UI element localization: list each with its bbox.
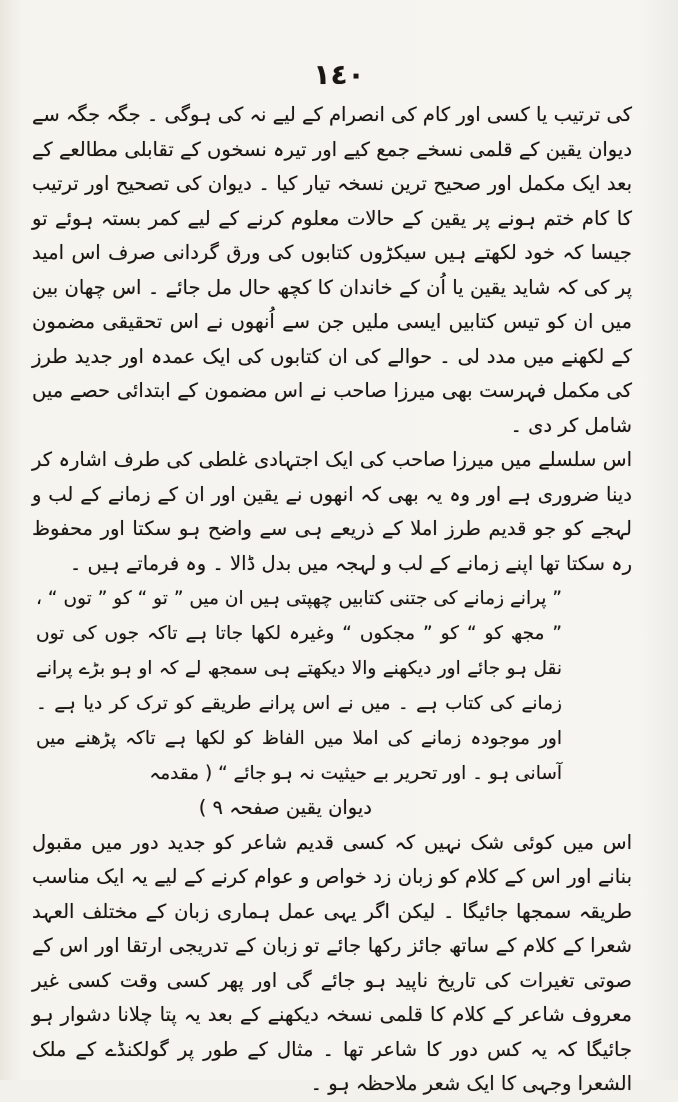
page-body: [32, 98, 632, 1102]
paragraph-3: اس میں کوئی شک نہیں کہ کسی قدیم شاعر کو جدید دور میں مقبول بنانے اور اس کے کلام کو زبان زد خواص و عوام کرنے کے لیے یہ ایک مناسب طریقہ سمجھا جائیگا ۔ لیکن اگر یہی عمل ہماری زبان کے مختلف العہد شعرا کے کلام کے ساتھ جائز رکھا جائے تو زبان کے تدریجی ارتقا اور اس کے صوتی تغیرات کی تاریخ ناپید ہو جائے گی اور پھر کسی وقت کسی غیر معروف شاعر کے کلام کا قلمی نسخہ دیکھنے کے بعد یہ پتا چلانا دشوار ہو جائیگا کہ یہ کس دور کا شاعر تھا ۔ مثال کے طور پر گولکنڈے کے ملک الشعرا وجہی کا ایک شعر ملاحظہ ہو ۔: [32, 830, 632, 1095]
paragraph-1: کی ترتیب یا کسی اور کام کی انصرام کے لیے نہ کی ہوگی ۔ جگہ جگہ سے دیوان یقین کے قلمی نسخے جمع کیے اور تیرہ نسخوں کے تقابلی مطالعے کے بعد ایک مکمل اور صحیح ترین نسخہ تیار کیا ۔ دیوان کی تصحیح اور ترتیب کا کام ختم ہونے پر یقین کے حالات معلوم کرنے کے لیے کمر بستہ ہوئے تو جیسا کہ خود لکھتے ہیں سیکڑوں کتابوں کی ورق گردانی صرف اس امید پر کی کہ شاید یقین یا اُن کے خاندان کا کچھ حال مل جائے ۔ اس چھان بین میں ان کو تیس کتابیں ایسی ملیں جن سے اُنھوں نے اس تحقیقی مضمون کے لکھنے میں مدد لی ۔ حوالے کی ان کتابوں کی ایک عمدہ اور جدید طرز کی مکمل فہرست بھی میرزا صاحب نے اس مضمون کے ابتدائی حصے میں شامل کر دی ۔: [32, 103, 632, 437]
page-number: ١٤٠: [313, 58, 365, 91]
quote-source: دیوان یقین صفحہ ۹ ): [198, 796, 372, 819]
paragraph-2: اس سلسلے میں میرزا صاحب کی ایک اجتہادی غلطی کی طرف اشارہ کر دینا ضروری ہے اور وہ یہ بھی کہ انھوں نے یقین اور ان کے زمانے کے لب و لہجے کو جو قدیم طرز املا کے ذریعے ہی سے واضح ہو سکتا اور محفوظ رہ سکتا تھا اپنے زمانے کے لب و لہجہ میں بدل ڈالا ۔ وہ فرماتے ہیں ۔: [32, 448, 632, 575]
block-quote: ” پرانے زمانے کی جتنی کتابیں چھپتی ہیں ان میں ” تو “ کو ” توں “ ، ” مجھ کو “ کو ” مجکوں “ وغیرہ لکھا جاتا ہے تاکہ جوں کی توں نقل ہو جائے اور دیکھنے والا دیکھتے ہی سمجھ لے کہ او ہو بڑے پرانے زمانے کی کتاب ہے ۔ میں نے اس پرانے طریقے کو ترک کر دیا ہے ۔ اور موجودہ زمانے کی املا میں الفاظ کو لکھا ہے تاکہ پڑھنے میں آسانی ہو ۔ اور تحریر بے حیثیت نہ ہو جائے “ ( مقدمہ: [36, 588, 562, 784]
